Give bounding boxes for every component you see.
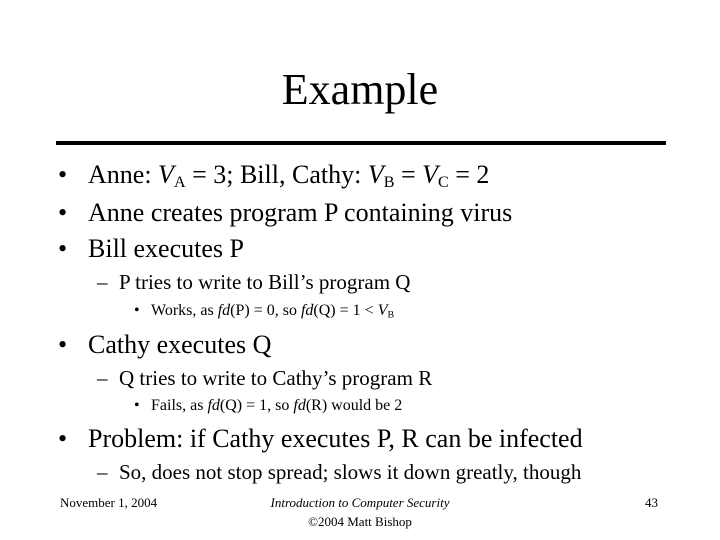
subsub-item-fails: • Fails, as fd(Q) = 1, so fd(R) would be 2	[134, 397, 403, 414]
sub-item-q-writes-r: – Q tries to write to Cathy’s program R	[97, 366, 433, 390]
slide-title: Example	[281, 65, 439, 114]
bullet-marker: •	[58, 330, 68, 359]
bullet-item-bill-executes: • Bill executes P	[58, 234, 244, 263]
dash-marker: –	[97, 270, 108, 294]
bullet-marker: •	[58, 424, 68, 453]
bullet-marker: •	[134, 302, 140, 319]
title-underline	[56, 141, 666, 145]
bullet-marker: •	[58, 160, 68, 189]
bullet-marker: •	[58, 198, 68, 227]
dash-marker: –	[97, 460, 108, 484]
subsub-item-works: • Works, as fd(P) = 0, so $fd(Q) = 1 < V_B$	[134, 302, 395, 321]
bullet-item-problem: • Problem: if Cathy executes P, R can be infected	[58, 424, 583, 453]
footer-date: November 1, 2004	[60, 495, 158, 510]
bullet-item-anne-bill-cathy: • Anne: $V_A = 3$; Bill, Cathy: $V_B = V_C = 2$	[58, 160, 490, 192]
bullet-marker: •	[58, 234, 68, 263]
bullet-item-anne-creates: • Anne creates program P containing virus	[58, 198, 513, 227]
sub-item-slows-spread: – So, does not stop spread; slows it down greatly, though	[97, 460, 582, 484]
footer-page-number: 43	[645, 495, 658, 510]
bullet-marker: •	[134, 397, 140, 414]
sub-item-p-writes-q: – P tries to write to Bill’s program Q	[97, 270, 411, 294]
bullet-item-cathy-executes-q: • Cathy executes Q	[58, 330, 272, 359]
footer-course-info	[200, 494, 520, 532]
footer-copyright: ©2004 Matt Bishop	[308, 513, 412, 529]
dash-marker: –	[97, 366, 108, 390]
footer-course-title: Introduction to Computer Security	[270, 495, 450, 510]
